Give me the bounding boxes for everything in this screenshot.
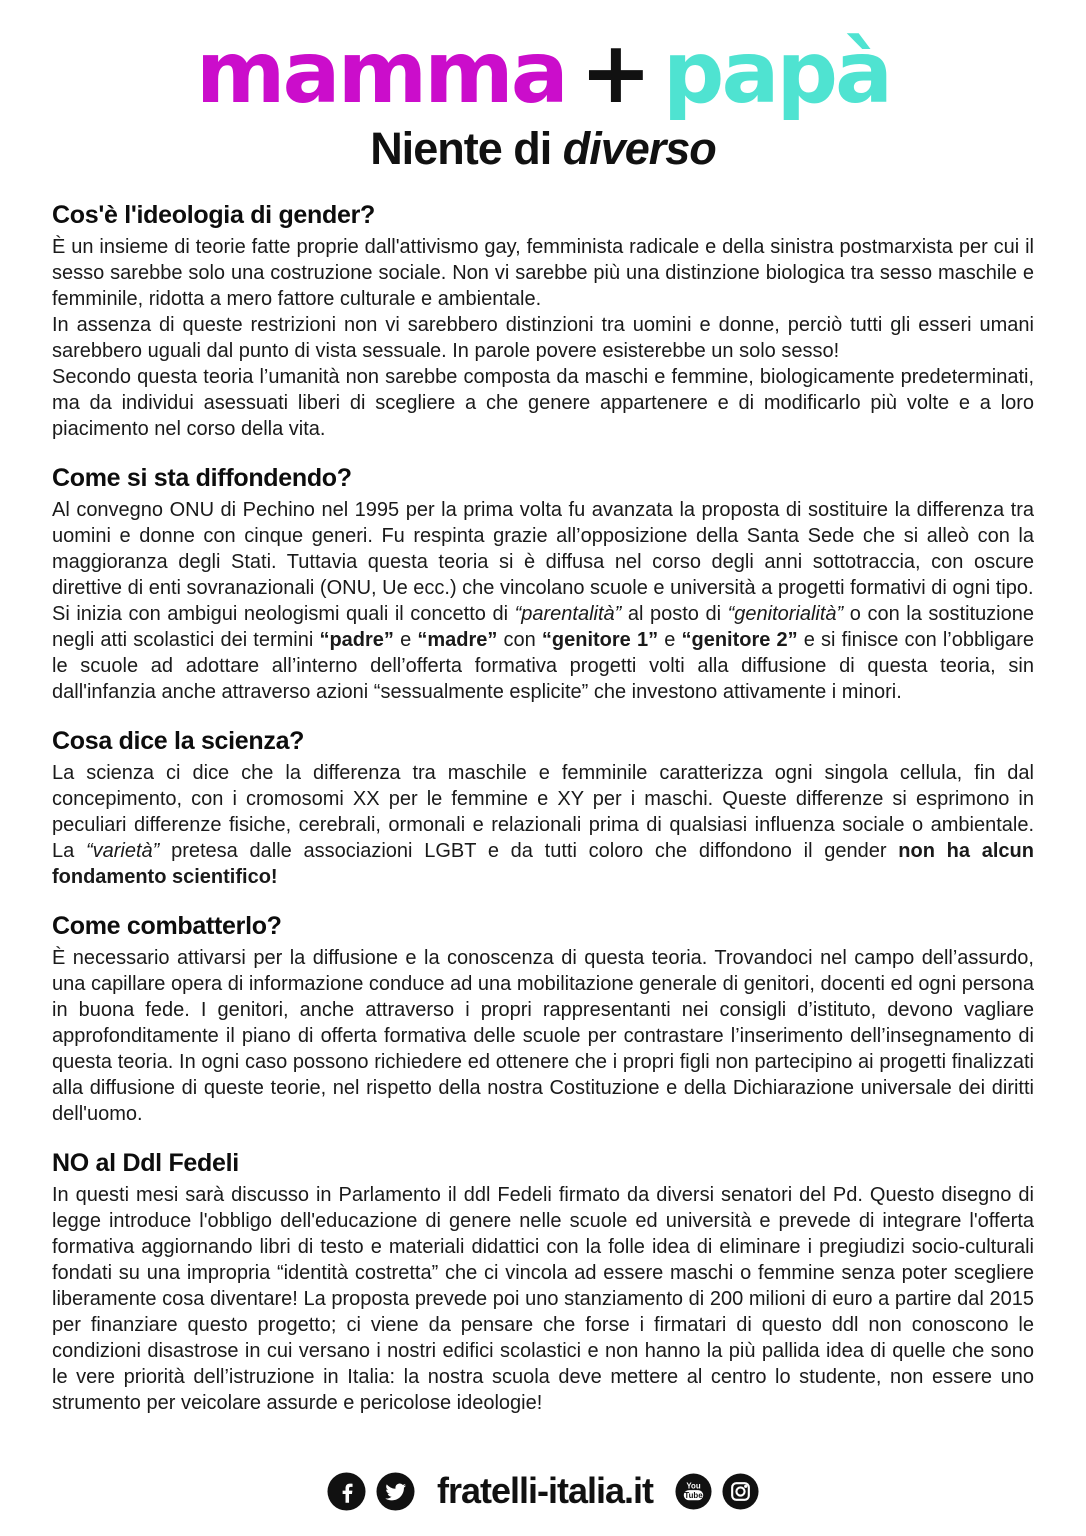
- section-paragraph: Al convegno ONU di Pechino nel 1995 per la prima volta fu avanzata la proposta di sostituire la differenza tra uomini e donne con cinque generi. Fu respinta grazie all’opposizione della Santa Sede che si alleò con la maggioranza degli Stati. Tuttavia questa teoria si è diffusa nel corso degli anni sottotraccia, con oscure direttive di enti sovranazionali (ONU, Ue ecc.) che vincolano scuole e università a progetti formativi di ogni tipo.: [52, 498, 1034, 599]
- subtitle-plain-text: Niente di: [370, 122, 563, 174]
- page-subtitle: [52, 123, 1034, 175]
- section-combatterlo: [52, 912, 1034, 1127]
- logo-word-papa: papà: [662, 23, 891, 123]
- subtitle-italic-text: diverso: [562, 122, 716, 174]
- section-paragraph: La scienza ci dice che la differenza tra maschile e femminile caratterizza ogni singola cellula, fin dal concepimento, con i cromosomi XX per le femmine e XY per i maschi. Queste differenze si esprimono in peculiari differenze fisiche, cerebrali, ormonali e relazionali prima di qualsiasi influenza sociale o ambientale. La “varietà” pretesa dalle associazioni LGBT e da tutti coloro che diffondono il gender non ha alcun fondamento scientifico!: [52, 761, 1034, 888]
- facebook-icon[interactable]: [327, 1472, 366, 1511]
- section-paragraph: In assenza di queste restrizioni non vi sarebbero distinzioni tra uomini e donne, perciò tutti gli esseri umani sarebbero uguali dal punto di vista sessuale. In parole povere esisterebbe un solo sesso!: [52, 313, 1034, 362]
- logo: [52, 23, 1034, 123]
- header: [52, 23, 1034, 175]
- section-diffusione: [52, 464, 1034, 705]
- instagram-icon[interactable]: [722, 1473, 759, 1510]
- section-ideologia-gender: [52, 201, 1034, 442]
- section-heading: Cos'è l'ideologia di gender?: [52, 200, 375, 229]
- section-ddl-fedeli: [52, 1149, 1034, 1416]
- flyer-body: [52, 201, 1034, 1416]
- svg-text:Tube: Tube: [684, 1490, 703, 1500]
- section-paragraph: Si inizia con ambigui neologismi quali il concetto di “parentalità” al posto di “genitorialità” o con la sostituzione negli atti scolastici dei termini “padre” e “madre” con “genitore 1” e “genitore 2” e si finisce con l’obbligare le scuole ad adottare all’interno dell’offerta formativa progetti volti alla diffusione di questa teoria, sin dall'infanzia anche attraverso azioni “sessualmente esplicite” che investono attivamente i minori.: [52, 602, 1035, 703]
- section-scienza: [52, 727, 1034, 890]
- section-paragraph: È necessario attivarsi per la diffusione e la conoscenza di questa teoria. Trovandoci nel campo dell’assurdo, una capillare opera di informazione conduce ad una mobilitazione generale di genitori, docenti ed ogni persona in buona fede. I genitori, anche attraverso i propri rappresentanti nei consigli d’istituto, devono vagliare approfonditamente il piano di offerta formativa delle scuole per contrastare l’inserimento dell’insegnamento di questa teoria. In ogni caso possono richiedere ed ottenere che i propri figli non partecipino ai progetti finalizzati alla diffusione di queste teorie, nel rispetto della nostra Costituzione e della Dichiarazione universale dei diritti dell'uomo.: [52, 946, 1034, 1125]
- footer-social-bar: [52, 1470, 1034, 1518]
- section-heading: Come si sta diffondendo?: [52, 463, 352, 492]
- section-heading: Come combatterlo?: [52, 911, 282, 940]
- section-paragraph: Secondo questa teoria l’umanità non sarebbe composta da maschi e femmine, biologicamente predeterminati, ma da individui asessuati liberi di scegliere a che genere appartenere e di modificarlo più volte e a loro piacimento nel corso della vita.: [52, 365, 1034, 440]
- youtube-icon[interactable]: [675, 1473, 712, 1510]
- svg-text:You: You: [686, 1480, 701, 1490]
- logo-word-mamma: mamma: [195, 23, 566, 123]
- section-paragraph: È un insieme di teorie fatte proprie dall'attivismo gay, femminista radicale e della sinistra postmarxista per cui il sesso sarebbe solo una costruzione sociale. Non vi sarebbe più una distinzione biologica tra sesso maschile e femminile, ridotta a mero fattore culturale e ambientale.: [52, 235, 1034, 310]
- section-paragraph: In questi mesi sarà discusso in Parlamento il ddl Fedeli firmato da diversi senatori del Pd. Questo disegno di legge introduce l'obbligo dell'educazione di genere nelle scuole ed università e prevede di integrare l'offerta formativa aggiornando libri di testo e materiali didattici con la folle idea di eliminare i pregiudizi socio-culturali fondati su una impropria “identità costretta” che ci vincola ad essere maschi o femmine senza poter scegliere liberamente cosa diventare! La proposta prevede poi uno stanziamento di 200 milioni di euro a partire dal 2015 per finanziare questo progetto; ci viene da pensare che forse i firmatari di questo ddl non conoscono le condizioni disastrose in cui versano i nostri edifici scolastici e non hanno la più pallida idea di quelle che sono le vere priorità dell’istruzione in Italia: la nostra scuola deve mettere al centro lo studente, non essere uno strumento per veicolare assurde e pericolose ideologie!: [52, 1183, 1034, 1414]
- website-link[interactable]: fratelli-italia.it: [436, 1470, 654, 1511]
- section-heading: Cosa dice la scienza?: [52, 726, 305, 755]
- section-heading: NO al Ddl Fedeli: [52, 1148, 239, 1177]
- twitter-icon[interactable]: [376, 1472, 415, 1511]
- plus-icon: +: [579, 23, 649, 123]
